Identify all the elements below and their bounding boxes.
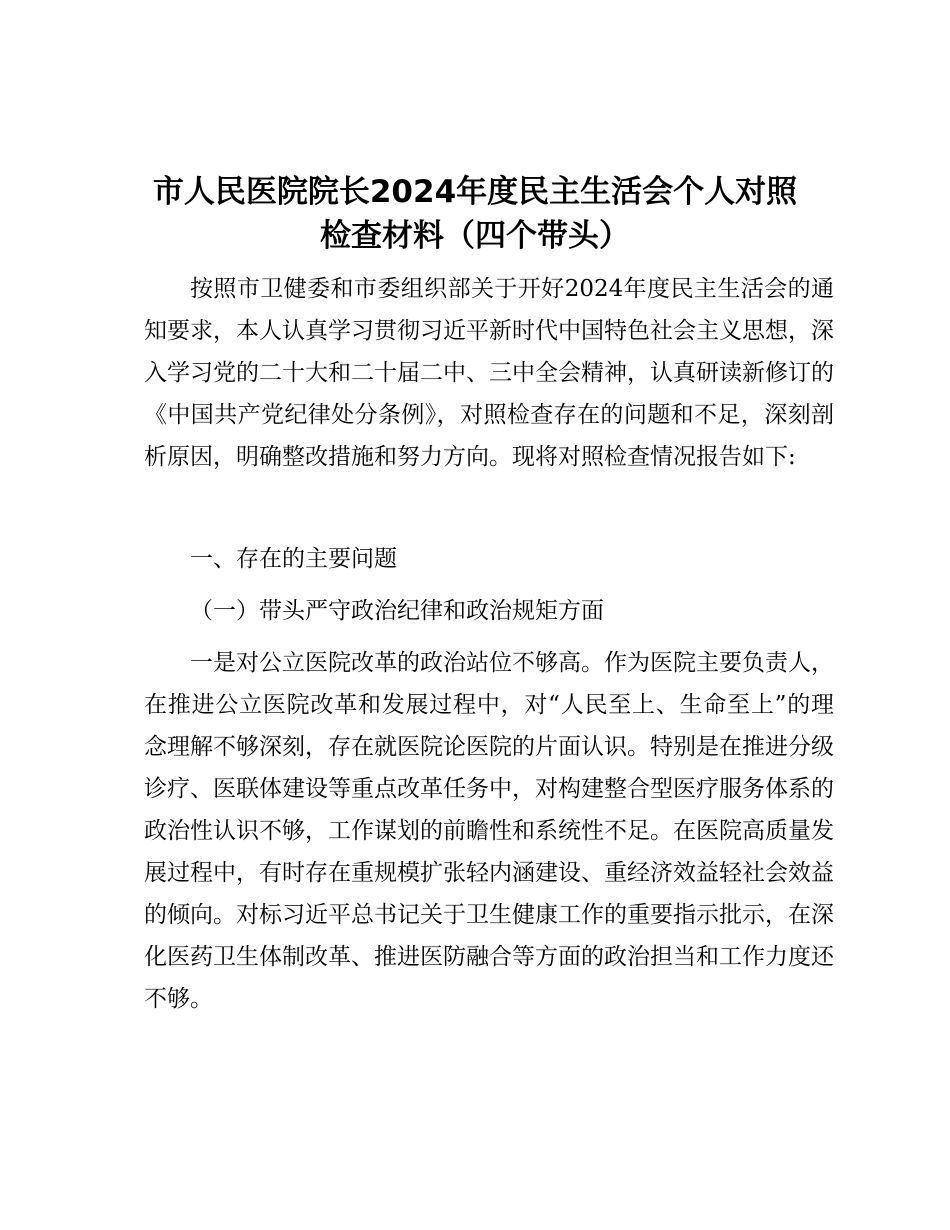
body-paragraph: 一是对公立医院改革的政治站位不够高。作为医院主要负责人，在推进公立医院改革和发展过程中，对“人民至上、生命至上”的理念理解不够深刻，存在就医院论医院的片面认识。特别是在推进分级诊疗、医联体建设等重点改革任务中，对构建整合型医疗服务体系的政治性认识不够，工作谋划的前瞻性和系统性不足。在医院高质量发展过程中，有时存在重规模扩张轻内涵建设、重经济效益轻社会效益的倾向。对标习近平总书记关于卫生健康工作的重要指示批示，在深化医药卫生体制改革、推进医防融合等方面的政治担当和工作力度还不够。 (144, 650, 834, 1012)
document-title-line-2: 检查材料（四个带头） (320, 218, 630, 254)
section-heading: 一、存在的主要问题 (190, 546, 397, 572)
subsection-heading: （一）带头严守政治纪律和政治规矩方面 (190, 598, 604, 624)
document-title-line-1: 市人民医院院长2024年度民主生活会个人对照 (152, 174, 798, 210)
intro-paragraph: 按照市卫健委和市委组织部关于开好2024年度民主生活会的通知要求，本人认真学习贯彻习近平新时代中国特色社会主义思想，深入学习党的二十大和二十届二中、三中全会精神，认真研读新修订的《中国共产党纪律处分条例》，对照检查存在的问题和不足，深刻剖析原因，明确整改措施和努力方向。现将对照检查情况报告如下: (144, 276, 834, 470)
